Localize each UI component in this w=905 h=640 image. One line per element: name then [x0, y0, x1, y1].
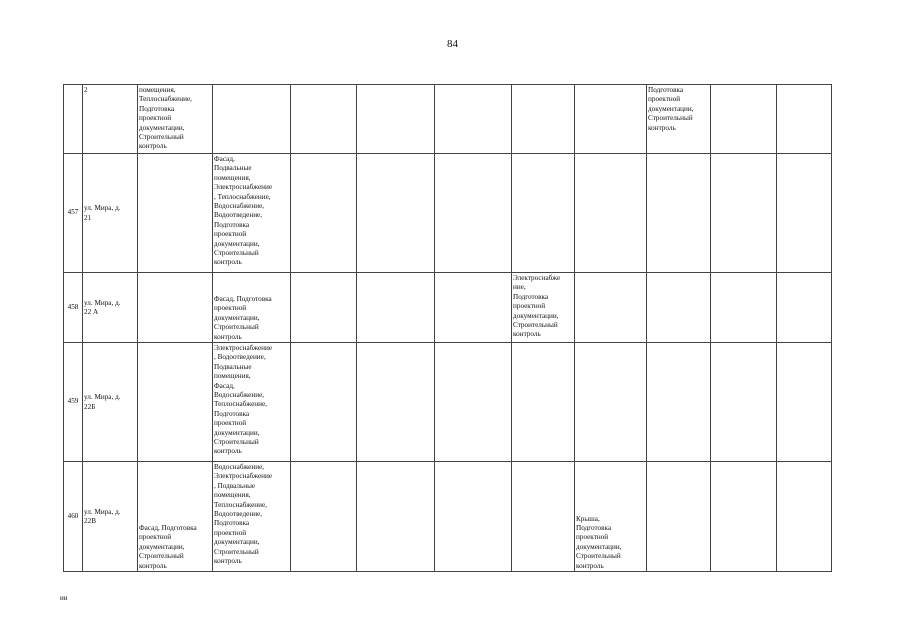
empty-cell — [291, 343, 357, 462]
empty-cell — [357, 462, 435, 572]
work-cell — [575, 273, 647, 343]
empty-cell — [435, 343, 512, 462]
empty-cell — [291, 462, 357, 572]
table-row — [64, 343, 832, 462]
work-cell — [647, 462, 711, 572]
row-number: 460 — [64, 462, 83, 572]
empty-cell — [777, 462, 832, 572]
work-cell — [512, 462, 575, 572]
row-number: 458 — [64, 273, 83, 343]
works-table — [63, 84, 832, 572]
work-cell: Электроснабже ние, Подготовка проектной документации, Строительный контроль — [512, 273, 575, 343]
work-cell — [138, 343, 213, 462]
empty-cell — [777, 273, 832, 343]
empty-cell — [291, 273, 357, 343]
empty-cell — [711, 462, 777, 572]
empty-cell — [357, 273, 435, 343]
work-cell — [575, 343, 647, 462]
table-row — [64, 154, 832, 273]
empty-cell — [777, 343, 832, 462]
address-cell: ул. Мира, д. 22Б — [83, 343, 138, 462]
table-row — [64, 462, 832, 572]
work-cell: Фасад, Подготовка проектной документации, Строительный контроль — [213, 273, 291, 343]
empty-cell — [357, 343, 435, 462]
work-cell — [647, 154, 711, 273]
work-cell — [647, 343, 711, 462]
work-cell — [512, 85, 575, 154]
empty-cell — [291, 154, 357, 273]
table-row — [64, 85, 832, 154]
work-cell: Подготовка проектной документации, Строительный контроль — [647, 85, 711, 154]
empty-cell — [711, 85, 777, 154]
work-cell: Фасад, Подготовка проектной документации, Строительный контроль — [138, 462, 213, 572]
address-cell: ул. Мира, д. 21 — [83, 154, 138, 273]
empty-cell — [435, 154, 512, 273]
work-cell — [512, 343, 575, 462]
address-cell: ул. Мира, д. 22 А — [83, 273, 138, 343]
row-number — [64, 85, 83, 154]
work-cell — [512, 154, 575, 273]
page-number: 84 — [447, 38, 458, 50]
work-cell — [213, 85, 291, 154]
work-cell — [575, 85, 647, 154]
empty-cell — [435, 462, 512, 572]
empty-cell — [435, 85, 512, 154]
work-cell: Водоснабжение, Электроснабжение , Подвальные помещения, Теплоснабжение, Водоотведение, Подготовка проектной документации, Строительный контроль — [213, 462, 291, 572]
empty-cell — [435, 273, 512, 343]
empty-cell — [777, 154, 832, 273]
address-cell: 2 — [83, 85, 138, 154]
row-number: 459 — [64, 343, 83, 462]
empty-cell — [291, 85, 357, 154]
empty-cell — [711, 154, 777, 273]
empty-cell — [711, 273, 777, 343]
footer-note: ии — [60, 594, 68, 602]
work-cell — [138, 154, 213, 273]
work-cell: Крыша, Подготовка проектной документации, Строительный контроль — [575, 462, 647, 572]
empty-cell — [711, 343, 777, 462]
work-cell: Электроснабжение , Водоотведение, Подвальные помещения, Фасад, Водоснабжение, Теплоснабжение, Подготовка проектной документации, Строительный контроль — [213, 343, 291, 462]
work-cell — [647, 273, 711, 343]
work-cell: Фасад, Подвальные помещения, Электроснабжение , Теплоснабжение, Водоснабжение, Водоотведение, Подготовка проектной документации, Строительный контроль — [213, 154, 291, 273]
work-cell — [575, 154, 647, 273]
empty-cell — [777, 85, 832, 154]
empty-cell — [357, 85, 435, 154]
row-number: 457 — [64, 154, 83, 273]
empty-cell — [357, 154, 435, 273]
table-row — [64, 273, 832, 343]
work-cell — [138, 273, 213, 343]
work-cell: помещения, Теплоснабжение, Подготовка проектной документации, Строительный контроль — [138, 85, 213, 154]
address-cell: ул. Мира, д. 22В — [83, 462, 138, 572]
